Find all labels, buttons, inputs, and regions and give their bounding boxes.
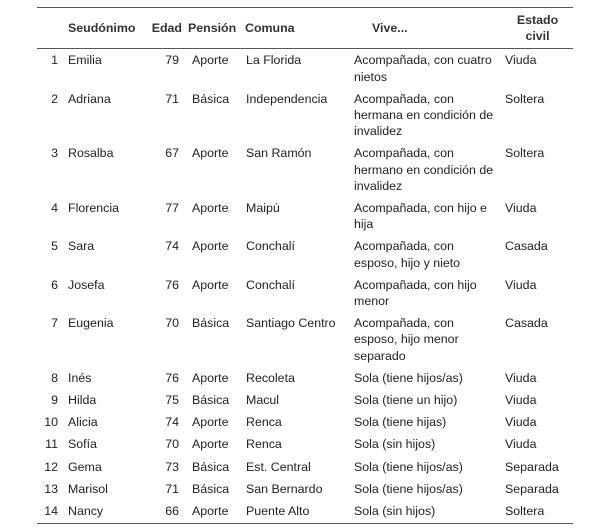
cell-vive: Sola (tiene hijos/as) [354,370,463,385]
table-row [37,500,573,524]
cell-estado-civil: Casada [505,316,548,331]
cell-pension: Aporte [192,370,229,385]
cell-estado-civil: Soltera [505,91,545,106]
cell-edad: 66 [143,500,185,524]
row-number: 6 [51,277,58,292]
cell-vive: Acompañada, con hermana en condición de invalidez [354,91,494,139]
row-number: 1 [51,53,58,68]
table-row [37,235,573,273]
header-seudonimo: Seudónimo [65,8,143,49]
table-row [37,274,573,312]
row-number: 3 [51,146,58,161]
row-number: 14 [37,500,65,524]
cell-estado-civil: Soltera [505,146,545,161]
table-row [37,88,573,143]
header-estado-civil: Estado civil [502,8,573,49]
table-row [37,49,573,88]
cell-pension: Aporte [192,277,229,292]
cell-pension: Básica [192,481,230,496]
cell-comuna: Renca [246,437,282,452]
table-row [37,142,573,197]
cell-edad: 73 [165,459,179,474]
cell-pension: Aporte [192,437,229,452]
cell-edad: 71 [165,91,179,106]
cell-edad: 74 [165,415,179,430]
cell-seudonimo: Nancy [65,500,143,524]
cell-comuna: Santiago Centro [246,316,336,331]
cell-pension: Básica [192,459,230,474]
row-number: 8 [51,370,58,385]
cell-seudonimo: Alicia [68,415,98,430]
cell-edad: 74 [165,239,179,254]
cell-comuna: La Florida [246,53,302,68]
cell-pension: Aporte [192,201,229,216]
table-row [37,312,573,367]
cell-estado-civil: Casada [505,239,548,254]
cell-estado-civil: Soltera [502,500,573,524]
cell-vive: Sola (tiene hijos/as) [354,459,463,474]
row-number: 7 [51,316,58,331]
cell-seudonimo: Gema [68,459,102,474]
cell-seudonimo: Hilda [68,393,97,408]
cell-pension: Básica [192,91,230,106]
cell-seudonimo: Emilia [68,53,102,68]
table-container [37,7,573,524]
table-header [37,8,573,49]
cell-seudonimo: Sofía [68,437,97,452]
cell-vive: Acompañada, con hijo menor [354,277,477,309]
row-number: 12 [44,459,58,474]
row-number: 2 [51,91,58,106]
cell-estado-civil: Separada [505,481,559,496]
cell-comuna: Est. Central [246,459,311,474]
cell-estado-civil: Viuda [505,201,537,216]
row-number: 10 [44,415,58,430]
row-number: 11 [45,437,58,452]
header-number [37,8,65,49]
cell-comuna: Maipú [246,201,280,216]
cell-seudonimo: Florencia [68,201,119,216]
cell-seudonimo: Inés [68,370,92,385]
cell-pension: Aporte [192,53,229,68]
cell-edad: 77 [165,201,179,216]
cell-edad: 71 [165,481,179,496]
header-pension: Pensión [185,8,242,49]
cell-edad: 67 [165,146,179,161]
cell-seudonimo: Josefa [68,277,105,292]
row-number: 4 [51,201,58,216]
header-vive: Vive... [347,8,502,49]
table-body [37,49,573,524]
cell-pension: Aporte [192,239,229,254]
cell-pension: Básica [192,393,230,408]
cell-edad: 70 [165,316,179,331]
cell-edad: 75 [165,393,179,408]
cell-estado-civil: Viuda [505,370,537,385]
cell-vive: Acompañada, con hermano en condición de invalidez [354,146,494,193]
cell-comuna: Renca [246,415,282,430]
cell-estado-civil: Separada [505,459,559,474]
cell-vive: Acompañada, con hijo e hija [354,201,487,232]
cell-vive: Sola (tiene hijos/as) [354,481,463,496]
cell-estado-civil: Viuda [505,415,537,430]
cell-vive: Sola (tiene un hijo) [354,393,458,408]
cell-vive: Sola (sin hijos) [354,437,436,452]
cell-estado-civil: Viuda [505,53,537,68]
cell-pension: Básica [192,316,230,331]
cell-seudonimo: Adriana [68,91,111,106]
cell-edad: 76 [165,277,179,292]
cell-seudonimo: Rosalba [68,146,114,161]
table-row [37,197,573,235]
cell-comuna: Recoleta [246,370,295,385]
cell-comuna: Macul [246,393,280,408]
cell-pension: Aporte [192,146,229,161]
table-row [37,411,573,433]
cell-comuna: Independencia [246,91,328,106]
cell-vive: Sola (tiene hijas) [354,415,447,430]
cell-vive: Sola (sin hijos) [347,500,502,524]
table-row [37,433,573,455]
table-row [37,478,573,500]
cell-estado-civil: Viuda [505,437,537,452]
cell-comuna: Puente Alto [242,500,347,524]
cell-seudonimo: Eugenia [68,316,114,331]
row-number: 9 [51,393,58,408]
cell-comuna: San Ramón [246,146,312,161]
cell-edad: 70 [165,437,179,452]
cell-vive: Acompañada, con esposo, hijo y nieto [354,239,461,270]
cell-vive: Acompañada, con esposo, hijo menor separado [354,316,459,363]
cell-vive: Acompañada, con cuatro nietos [354,53,492,84]
participants-table [37,7,573,524]
cell-seudonimo: Sara [68,239,95,254]
table-row [37,389,573,411]
cell-seudonimo: Marisol [68,481,108,496]
header-row [37,8,573,49]
row-number: 5 [51,239,58,254]
cell-comuna: Conchalí [246,277,295,292]
cell-comuna: Conchalí [246,239,295,254]
cell-pension: Aporte [185,500,242,524]
table-row [37,367,573,389]
table-row [37,456,573,478]
header-edad: Edad [143,8,185,49]
cell-comuna: San Bernardo [246,481,323,496]
header-comuna: Comuna [242,8,347,49]
cell-pension: Aporte [192,415,229,430]
cell-edad: 76 [165,370,179,385]
row-number: 13 [44,481,58,496]
cell-edad: 79 [165,53,179,68]
cell-estado-civil: Viuda [505,277,537,292]
cell-estado-civil: Viuda [505,393,537,408]
